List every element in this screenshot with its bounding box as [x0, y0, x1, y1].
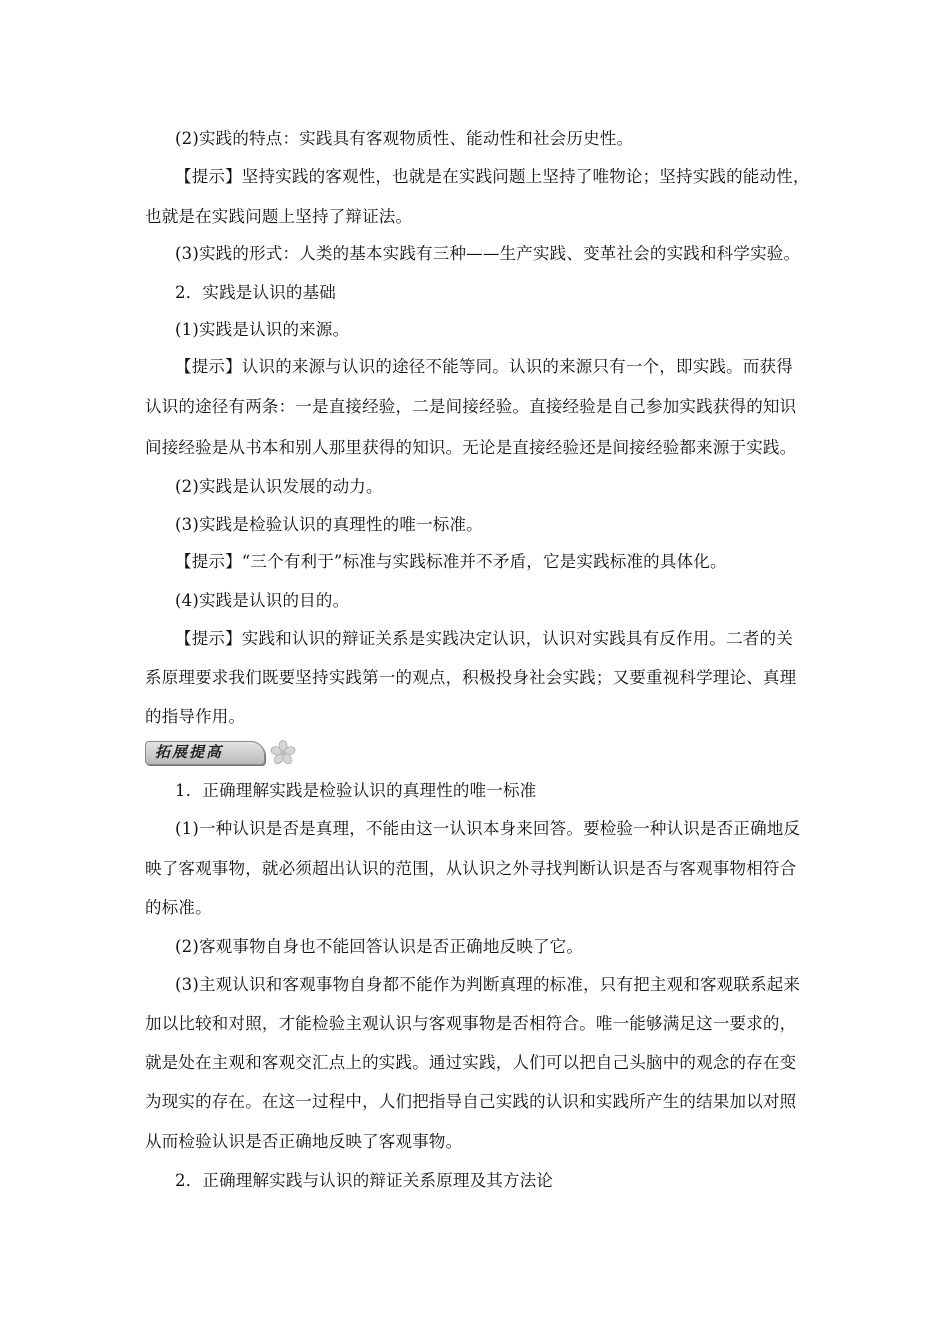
paragraph-line: (2)实践的特点：实践具有客观物质性、能动性和社会历史性。 [175, 129, 634, 148]
paragraph-line: 系原理要求我们既要坚持实践第一的观点，积极投身社会实践；又要重视科学理论、真理 [145, 668, 797, 687]
paragraph-line: 为现实的存在。在这一过程中，人们把指导自己实践的认识和实践所产生的结果加以对照 [145, 1092, 797, 1111]
paragraph-line: 间接经验是从书本和别人那里获得的知识。无论是直接经验还是间接经验都来源于实践。 [145, 438, 797, 457]
paragraph-line: 映了客观事物，就必须超出认识的范围，从认识之外寻找判断认识是否与客观事物相符合 [145, 859, 797, 878]
paragraph-line: 的指导作用。 [145, 707, 246, 726]
paragraph-line: 【提示】坚持实践的客观性，也就是在实践问题上坚持了唯物论；坚持实践的能动性， [175, 167, 810, 186]
paragraph-line: 加以比较和对照，才能检验主观认识与客观事物是否相符合。唯一能够满足这一要求的， [145, 1014, 797, 1033]
paragraph-line: (3)实践是检验认识的真理性的唯一标准。 [175, 515, 483, 534]
paragraph-line: 认识的途径有两条：一是直接经验，二是间接经验。直接经验是自己参加实践获得的知识 [145, 397, 797, 416]
paragraph-line: (3)实践的形式：人类的基本实践有三种——生产实践、变革社会的实践和科学实验。 [175, 244, 801, 263]
section-title: 拓展提高 [155, 743, 224, 761]
paragraph-line: 的标准。 [145, 898, 212, 917]
paragraph-line: 2．正确理解实践与认识的辩证关系原理及其方法论 [175, 1171, 554, 1190]
paragraph-line: 【提示】实践和认识的辩证关系是实践决定认识，认识对实践具有反作用。二者的关 [175, 629, 793, 648]
paragraph-line: (4)实践是认识的目的。 [175, 591, 350, 610]
section-banner [145, 740, 305, 766]
paragraph-line: 1．正确理解实践是检验认识的真理性的唯一标准 [175, 781, 537, 800]
paragraph-line: 【提示】“三个有利于”标准与实践标准并不矛盾，它是实践标准的具体化。 [175, 552, 727, 571]
paragraph-line: 2．实践是认识的基础 [175, 283, 336, 302]
paragraph-line: 也就是在实践问题上坚持了辩证法。 [145, 207, 413, 226]
paragraph-line: (1)实践是认识的来源。 [175, 320, 350, 339]
paragraph-line: 就是处在主观和客观交汇点上的实践。通过实践，人们可以把自己头脑中的观念的存在变 [145, 1053, 797, 1072]
paragraph-line: 【提示】认识的来源与认识的途径不能等同。认识的来源只有一个，即实践。而获得 [175, 357, 793, 376]
paragraph-line: (1)一种认识是否是真理，不能由这一认识本身来回答。要检验一种认识是否正确地反 [175, 819, 801, 838]
paragraph-line: (2)客观事物自身也不能回答认识是否正确地反映了它。 [175, 937, 584, 956]
paragraph-line: (2)实践是认识发展的动力。 [175, 477, 383, 496]
flower-icon [270, 740, 296, 766]
paragraph-line: (3)主观认识和客观事物自身都不能作为判断真理的标准，只有把主观和客观联系起来 [175, 975, 801, 994]
paragraph-line: 从而检验认识是否正确地反映了客观事物。 [145, 1132, 463, 1151]
